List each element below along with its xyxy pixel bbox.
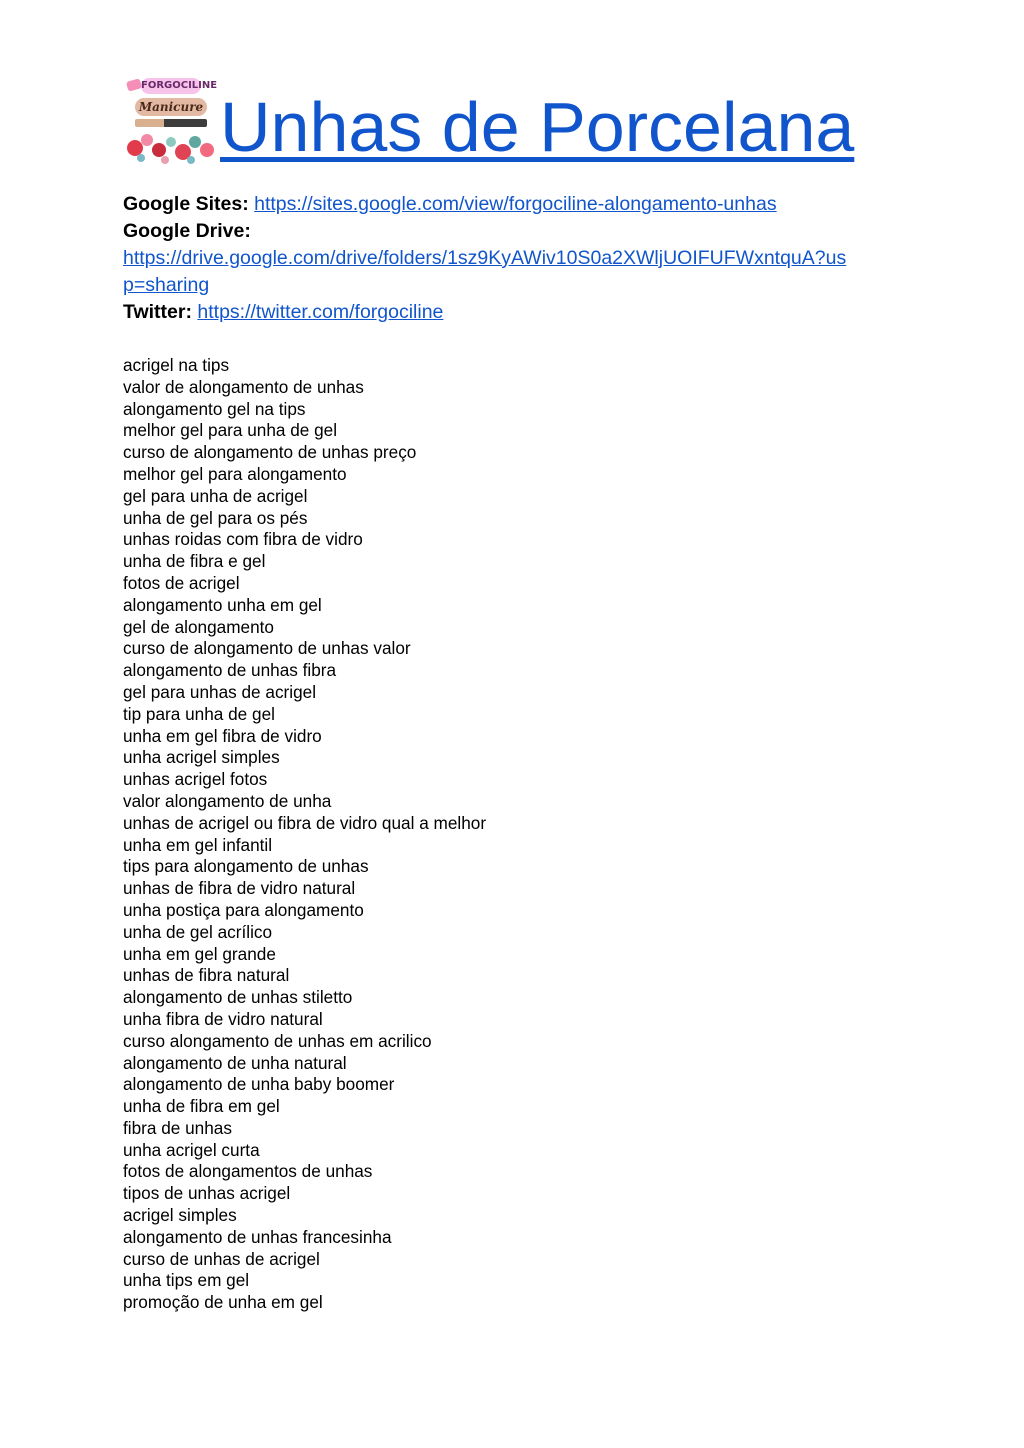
list-item: unha de gel para os pés: [123, 507, 308, 528]
logo-top-text: FORGOCILINE: [141, 78, 201, 94]
list-item: unhas roidas com fibra de vidro: [123, 529, 363, 550]
list-item: alongamento de unhas stiletto: [123, 987, 353, 1008]
list-item: fotos de alongamentos de unhas: [123, 1161, 373, 1182]
twitter-line: [123, 299, 903, 326]
keyword-list: [123, 355, 903, 1314]
twitter-label: Twitter:: [123, 301, 192, 323]
list-item: gel de alongamento: [123, 616, 274, 637]
links-section: [123, 191, 903, 326]
list-item: fotos de acrigel: [123, 572, 240, 593]
list-item: unha tips em gel: [123, 1270, 250, 1291]
nail-polish-bar-icon: [135, 119, 207, 127]
list-item: unhas de fibra de vidro natural: [123, 878, 356, 899]
list-item: fibra de unhas: [123, 1117, 232, 1138]
list-item: curso de unhas de acrigel: [123, 1248, 320, 1269]
page-title[interactable]: Unhas de Porcelana: [220, 88, 855, 166]
google-sites-line: [123, 191, 903, 218]
list-item: valor de alongamento de unhas: [123, 376, 364, 397]
list-item: unha fibra de vidro natural: [123, 1008, 323, 1029]
list-item: unhas de acrigel ou fibra de vidro qual a melhor: [123, 812, 487, 833]
list-item: tips para alongamento de unhas: [123, 856, 369, 877]
list-item: melhor gel para alongamento: [123, 463, 347, 484]
list-item: curso de alongamento de unhas valor: [123, 638, 411, 659]
list-item: tip para unha de gel: [123, 703, 275, 724]
list-item: curso de alongamento de unhas preço: [123, 442, 417, 463]
twitter-link[interactable]: https://twitter.com/forgociline: [197, 301, 444, 323]
list-item: unha postiça para alongamento: [123, 899, 364, 920]
list-item: unha de gel acrílico: [123, 921, 273, 942]
list-item: gel para unha de acrigel: [123, 485, 308, 506]
list-item: tipos de unhas acrigel: [123, 1183, 291, 1204]
list-item: unha acrigel simples: [123, 747, 280, 768]
list-item: alongamento de unhas fibra: [123, 660, 337, 681]
list-item: alongamento de unha natural: [123, 1052, 347, 1073]
google-drive-line: [123, 218, 903, 245]
list-item: alongamento gel na tips: [123, 398, 306, 419]
logo-mid-text: Manicure: [135, 98, 207, 116]
flowers-icon: [125, 130, 217, 164]
list-item: valor alongamento de unha: [123, 790, 332, 811]
list-item: gel para unhas de acrigel: [123, 681, 317, 702]
list-item: unha de fibra em gel: [123, 1096, 280, 1117]
google-sites-link[interactable]: https://sites.google.com/view/forgociline-alongamento-unhas: [254, 193, 777, 215]
google-sites-label: Google Sites:: [123, 193, 249, 215]
list-item: curso alongamento de unhas em acrilico: [123, 1030, 432, 1051]
document-header: [123, 66, 854, 166]
google-drive-link-block: [123, 245, 903, 299]
list-item: promoção de unha em gel: [123, 1292, 323, 1313]
forgociline-manicure-logo: [123, 74, 218, 166]
list-item: unhas acrigel fotos: [123, 769, 268, 790]
list-item: unha de fibra e gel: [123, 551, 266, 572]
list-item: unha em gel infantil: [123, 834, 273, 855]
list-item: unha acrigel curta: [123, 1139, 260, 1160]
list-item: alongamento de unhas francesinha: [123, 1226, 392, 1247]
list-item: melhor gel para unha de gel: [123, 420, 338, 441]
gem-icon: [126, 78, 142, 91]
list-item: alongamento de unha baby boomer: [123, 1074, 395, 1095]
list-item: unha em gel fibra de vidro: [123, 725, 322, 746]
google-drive-label: Google Drive:: [123, 220, 251, 242]
google-drive-link-line2[interactable]: p=sharing: [123, 274, 210, 296]
list-item: acrigel simples: [123, 1205, 237, 1226]
google-drive-link-line1[interactable]: https://drive.google.com/drive/folders/1sz9KyAWiv10S0a2XWljUOIFUFWxntquA?us: [123, 247, 847, 269]
list-item: acrigel na tips: [123, 355, 230, 375]
list-item: unhas de fibra natural: [123, 965, 290, 986]
list-item: alongamento unha em gel: [123, 594, 322, 615]
list-item: unha em gel grande: [123, 943, 276, 964]
